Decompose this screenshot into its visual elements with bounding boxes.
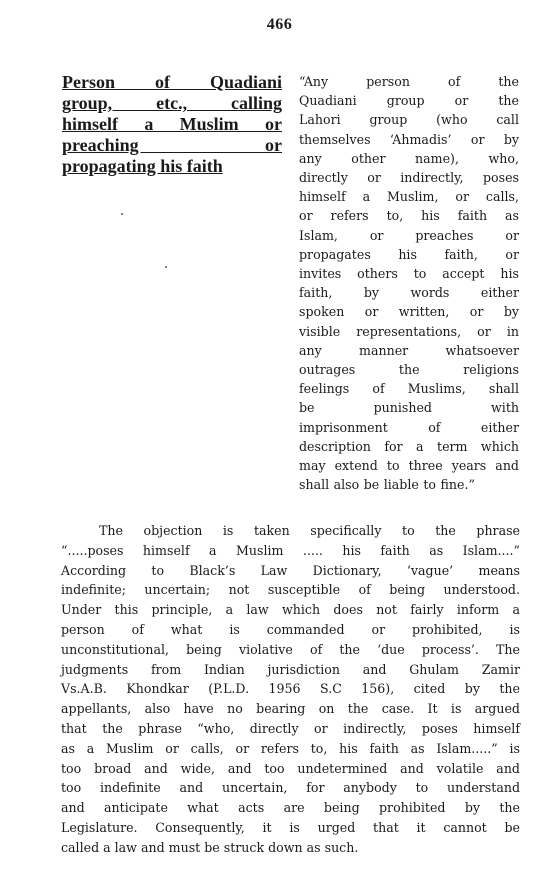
body-line: person of what is commanded or prohibited, is <box>61 621 520 637</box>
heading-line: group, etc., calling <box>62 93 282 113</box>
quote-line: Islam, or preaches or <box>299 227 519 243</box>
body-line: appellants, also have no bearing on the case. It is argued <box>61 701 520 717</box>
body-line: Vs.A.B. Khondkar (P.L.D. 1956 S.C 156), cited by the <box>61 681 520 697</box>
scan-speck <box>121 213 123 215</box>
heading-line: himself a Muslim or <box>62 114 282 134</box>
quote-line: himself a Muslim, or calls, <box>299 189 519 205</box>
quote-line: Quadiani group or the <box>299 93 519 109</box>
heading-line: propagating his faith <box>62 156 223 176</box>
body-line: Under this principle, a law which does not fairly inform a <box>61 602 520 618</box>
quote-line: any manner whatsoever <box>299 342 519 358</box>
quote-line: Lahori group (who call <box>299 112 519 128</box>
heading-line: Person of Quadiani <box>62 72 282 92</box>
body-line: The objection is taken specifically to the phrase <box>99 523 520 538</box>
quote-line: any other name), who, <box>299 150 519 166</box>
quote-line: themselves ‘Ahmadis’ or by <box>299 131 519 147</box>
quote-line: spoken or written, or by <box>299 304 519 320</box>
quote-line: directly or indirectly, poses <box>299 170 519 186</box>
quote-line: description for a term which <box>299 438 519 454</box>
body-line: that the phrase “who, directly or indirectly, poses himself <box>61 720 520 736</box>
quote-line: imprisonment of either <box>299 419 519 435</box>
body-paragraph <box>61 521 520 858</box>
quote-line: shall also be liable to fine.” <box>299 477 475 493</box>
body-line: indefinite; uncertain; not susceptible of being understood. <box>61 582 520 598</box>
quote-line: feelings of Muslims, shall <box>299 381 519 397</box>
quote-line: be punished with <box>299 400 519 416</box>
quote-line: may extend to three years and <box>299 458 519 474</box>
body-line: and anticipate what acts are being prohibited by the <box>61 800 520 816</box>
body-line: judgments from Indian jurisdiction and Ghulam Zamir <box>61 661 520 677</box>
quote-line: invites others to accept his <box>299 266 519 282</box>
quote-line: faith, by words either <box>299 285 519 301</box>
body-line: Legislature. Consequently, it is urged that it cannot be <box>61 819 520 835</box>
body-line: “.....poses himself a Muslim ..... his faith as Islam....” <box>61 542 520 558</box>
statute-quote <box>299 72 519 494</box>
heading-line: preaching or <box>62 135 282 155</box>
body-line: as a Muslim or calls, or refers to, his faith as Islam.....” is <box>61 740 520 756</box>
body-line: too indefinite and uncertain, for anybody to understand <box>61 780 520 796</box>
page-number: 466 <box>266 16 293 33</box>
quote-line: “Any person of the <box>299 74 519 89</box>
quote-line: propagates his faith, or <box>299 246 519 262</box>
quote-line: outrages the religions <box>299 362 519 378</box>
body-line: too broad and wide, and too undetermined and volatile and <box>61 760 520 776</box>
scan-speck <box>165 266 167 268</box>
body-line: unconstitutional, being violative of the ‘due process’. The <box>61 641 520 657</box>
body-line: called a law and must be struck down as such. <box>61 839 359 855</box>
body-line: According to Black’s Law Dictionary, ‘vague’ means <box>61 562 520 578</box>
quote-line: or refers to, his faith as <box>299 208 519 224</box>
quote-line: visible representations, or in <box>299 323 519 339</box>
section-heading <box>62 72 282 177</box>
